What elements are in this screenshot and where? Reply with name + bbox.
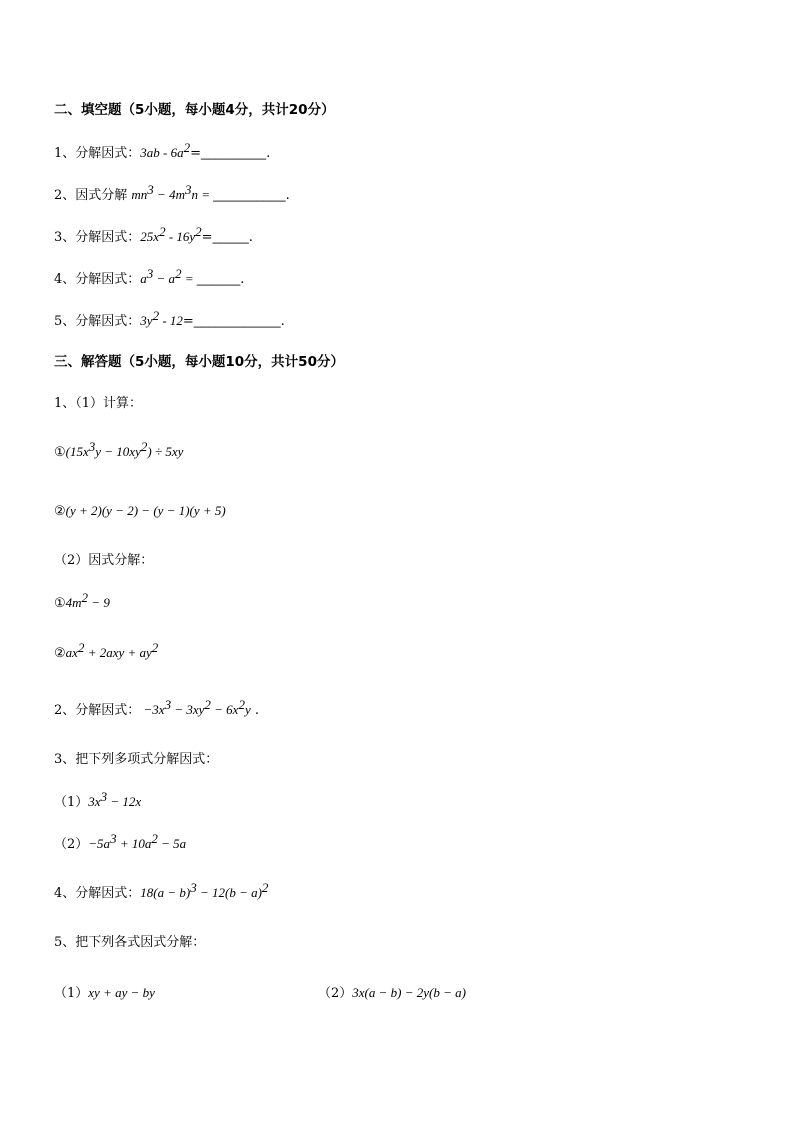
math-expression: − 12(b − a) — [196, 885, 262, 900]
math-expression: y — [244, 702, 251, 717]
math-expression: a — [140, 271, 147, 286]
math-expression: + 2axy + ay — [84, 645, 152, 660]
math-expression: xy + ay − by — [88, 985, 155, 1000]
sub-number: （2） — [54, 837, 89, 852]
math-expression: (15x — [65, 444, 89, 459]
question-2-1 — [54, 140, 271, 162]
question-2-2 — [54, 182, 290, 204]
math-expression: −5a — [88, 836, 111, 851]
exponent: 3 — [184, 182, 192, 197]
period: . — [285, 188, 290, 203]
math-expression: − 4m — [153, 187, 185, 202]
answer-blank[interactable]: _____ — [212, 229, 249, 244]
exponent: 2 — [183, 140, 191, 155]
period: . — [240, 272, 245, 287]
question-3-1-1b — [54, 503, 226, 520]
exponent: 2 — [204, 697, 211, 712]
question-number: 4、分解因式： — [54, 272, 141, 287]
question-3-3-1 — [54, 789, 142, 811]
exponent: 3 — [100, 789, 108, 804]
exponent: 2 — [195, 224, 202, 239]
math-expression: = — [181, 271, 197, 286]
exponent: 2 — [238, 697, 245, 712]
equals-sign: = — [182, 314, 194, 329]
exponent: 2 — [81, 590, 89, 605]
math-expression: 25x — [140, 229, 160, 244]
question-3-4 — [54, 880, 269, 902]
math-expression: 3ab - 6a — [140, 145, 184, 160]
equals-sign: = — [201, 230, 213, 245]
math-expression: ax — [65, 645, 78, 660]
question-3-5-1 — [54, 985, 155, 1002]
math-expression: 18(a − b) — [140, 885, 191, 900]
question-3-1-2b — [54, 640, 159, 662]
exponent: 2 — [152, 308, 160, 323]
exponent: 2 — [175, 266, 182, 281]
question-number: 2、因式分解 — [54, 188, 132, 203]
math-expression: ) ÷ 5xy — [147, 444, 184, 459]
circled-number: ② — [54, 646, 66, 661]
exponent: 3 — [88, 439, 96, 454]
period: . — [280, 314, 285, 329]
math-expression: − 12x — [107, 794, 142, 809]
math-expression: − 3xy — [171, 702, 205, 717]
question-number: 5、分解因式： — [54, 314, 141, 329]
exponent: 2 — [159, 224, 166, 239]
math-expression: 3y — [140, 313, 153, 328]
math-expression: − 5a — [157, 836, 187, 851]
sub-number: （1） — [54, 986, 89, 1001]
exponent: 2 — [261, 880, 269, 895]
sub-number: （1） — [54, 795, 89, 810]
math-expression: − 6x — [210, 702, 239, 717]
question-3-3-title: 3、把下列多项式分解因式： — [54, 752, 219, 767]
answer-blank[interactable]: ____________ — [193, 313, 281, 328]
math-expression: 3x — [88, 794, 101, 809]
question-number: 1、分解因式： — [54, 146, 141, 161]
math-expression: mn — [131, 187, 148, 202]
question-number: 4、分解因式： — [54, 886, 141, 901]
period: . — [266, 146, 271, 161]
answer-blank[interactable]: __________ — [213, 187, 286, 202]
math-expression: + 10a — [116, 836, 152, 851]
equals-sign: = — [190, 146, 202, 161]
circled-number: ② — [54, 504, 66, 519]
question-3-3-2 — [54, 831, 187, 853]
math-expression: − a — [153, 271, 176, 286]
math-expression: - 16y — [165, 229, 196, 244]
exponent: 2 — [151, 640, 159, 655]
exponent: 2 — [151, 831, 158, 846]
math-expression: y − 10xy — [95, 444, 141, 459]
question-2-4 — [54, 266, 245, 288]
question-3-1-2-title: （2）因式分解： — [54, 553, 154, 568]
question-2-5 — [54, 308, 285, 330]
question-3-5-2 — [318, 985, 466, 1002]
exponent: 2 — [77, 640, 85, 655]
question-3-1-1a — [54, 439, 184, 461]
question-2-3 — [54, 224, 253, 246]
answer-blank[interactable]: ______ — [196, 271, 241, 286]
math-expression: n = — [191, 187, 214, 202]
sub-number: （2） — [318, 986, 353, 1001]
exponent: 3 — [164, 697, 172, 712]
math-expression: - 12 — [159, 313, 183, 328]
period: . — [250, 703, 259, 718]
question-3-2 — [54, 697, 259, 719]
exponent: 3 — [147, 182, 154, 197]
exponent: 3 — [146, 266, 154, 281]
math-expression: (y + 2)(y − 2) − (y − 1)(y + 5) — [65, 503, 226, 518]
math-expression: −3x — [140, 702, 165, 717]
exponent: 3 — [110, 831, 117, 846]
question-number: 3、分解因式： — [54, 230, 141, 245]
math-expression: 3x(a − b) − 2y(b − a) — [352, 985, 466, 1000]
question-number: 2、分解因式： — [54, 703, 141, 718]
math-expression: 4m — [65, 595, 82, 610]
section-2-heading: 二、填空题（5小题，每小题4分，共计20分） — [54, 102, 335, 118]
section-3-heading: 三、解答题（5小题，每小题10分，共计50分） — [54, 354, 344, 370]
math-expression: − 9 — [88, 595, 110, 610]
period: . — [248, 230, 253, 245]
answer-blank[interactable]: _________ — [201, 145, 267, 160]
question-3-1-2a — [54, 590, 110, 612]
circled-number: ① — [54, 445, 66, 460]
exponent: 3 — [190, 880, 197, 895]
question-3-1-title: 1、（1）计算： — [54, 396, 143, 411]
circled-number: ① — [54, 596, 66, 611]
question-3-5-title: 5、把下列各式因式分解： — [54, 935, 206, 950]
exponent: 2 — [140, 439, 148, 454]
